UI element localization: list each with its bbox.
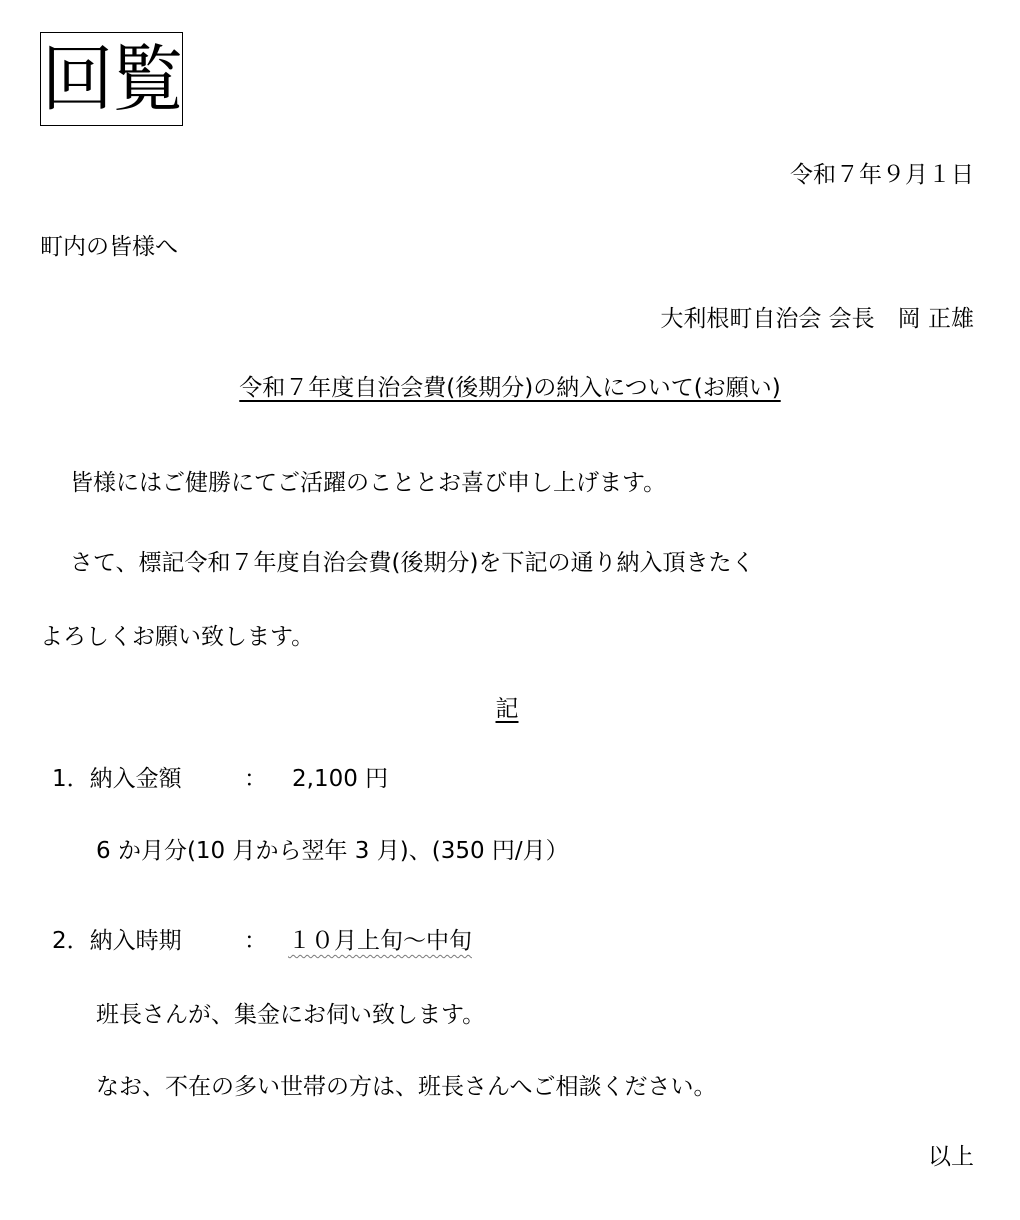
request-line-1: さて、標記令和７年度自治会費(後期分)を下記の通り納入頂きたく [70,550,755,576]
request-line-2: よろしくお願い致します。 [40,624,315,650]
ki-heading: 記 [495,696,519,722]
item-payment-amount-colon: ： [244,766,267,792]
ki-heading-wrap [0,698,1020,721]
subject-line-wrap [0,377,1020,400]
item-payment-period-value: １０月上旬～中旬 [288,928,472,954]
item-payment-amount-note: 6 か月分(10 月から翌年 3 月)、(350 円/月） [96,838,569,864]
circulation-stamp-text: 回覧 [41,37,182,121]
closing-ijo: 以上 [928,1144,974,1170]
circulation-stamp [40,32,183,126]
greeting-paragraph: 皆様にはご健勝にてご活躍のこととお喜び申し上げます。 [70,470,667,496]
item-payment-amount-value: 2,100 円 [292,766,389,792]
item-payment-amount-label: 1．納入金額 [52,766,182,792]
subject-title: 令和７年度自治会費(後期分)の納入について(お願い) [239,375,781,401]
item-payment-period-label: 2．納入時期 [52,928,182,954]
addressee: 町内の皆様へ [40,234,178,260]
item-payment-period-colon: ： [244,928,267,954]
document-date: 令和７年９月１日 [790,162,974,188]
item-payment-period-note-1: 班長さんが、集金にお伺い致します。 [96,1002,486,1028]
sender: 大利根町自治会 会長 岡 正雄 [660,306,974,332]
item-payment-period-note-2: なお、不在の多い世帯の方は、班長さんへご相談ください。 [96,1074,717,1100]
